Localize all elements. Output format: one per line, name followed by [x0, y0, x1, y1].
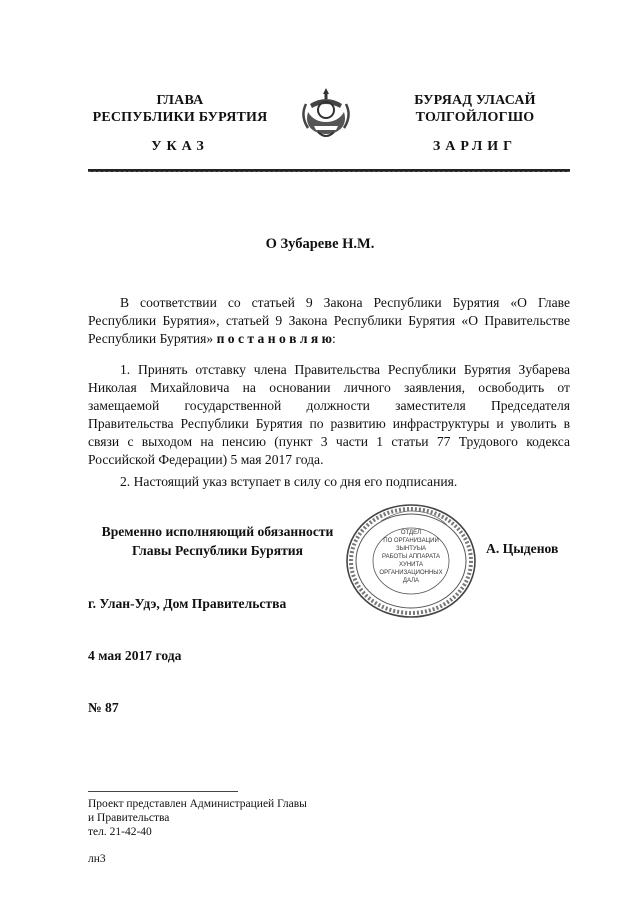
- decree-word: п о с т а н о в л я ю: [216, 331, 333, 346]
- header-divider: [88, 169, 570, 172]
- document-number: № 87: [88, 700, 119, 715]
- document-place: г. Улан-Удэ, Дом Правительства: [88, 596, 287, 611]
- signature-position-line1: Временно исполняющий обязанности: [101, 524, 334, 539]
- item-1-paragraph: 1. Принять отставку члена Правительства Республики Бурятия Зубарева Николая Михайловича на основании личного заявления, освободить от замещаемой государственной должности заместителя Председателя Правительства Республики Бурятия по развитию инфраструктуры и уволить в связи с выходом на пенсию (пункт 3 части 1 статьи 77 Трудового кодекса Российской Федерации) 5 мая 2017 года.: [88, 362, 570, 467]
- seal-line6: ОРГАНИЗАЦИОННЫХ: [379, 570, 443, 576]
- document-date: 4 мая 2017 года: [88, 648, 182, 663]
- signatory-name: А. Цыденов: [486, 541, 559, 556]
- footer-divider: [88, 791, 238, 792]
- header-right: [375, 92, 575, 126]
- header-left: [80, 92, 280, 126]
- header-right-line1: БУРЯАД УЛАСАЙ: [414, 93, 536, 108]
- signature-position-line2: Главы Республики Бурятия: [132, 543, 303, 558]
- seal-line2: ПО ОРГАНИЗАЦИИ: [383, 538, 439, 544]
- preamble-paragraph: [88, 294, 570, 348]
- decree-colon: :: [332, 331, 336, 346]
- header-right-line2: ТОЛГОЙЛОГШО: [415, 110, 535, 125]
- doc-type-right: ЗАРЛИГ: [432, 139, 518, 154]
- footer-line3: тел. 21-42-40: [88, 826, 152, 838]
- seal-line1: ОТДЕЛ: [400, 530, 422, 536]
- footer-line1: Проект представлен Администрацией Главы: [88, 798, 307, 810]
- seal-line3: ЗЫНТУЫА: [395, 546, 427, 552]
- seal-line4: РАБОТЫ АППАРАТА: [382, 554, 440, 560]
- document-title: О Зубареве Н.М.: [265, 236, 375, 252]
- footer-line2: и Правительства: [88, 812, 170, 824]
- item-2-paragraph: 2. Настоящий указ вступает в силу со дня его подписания.: [120, 474, 458, 489]
- seal-line5: ХУНИТА: [399, 562, 423, 568]
- preamble-text: В соответствии со статьей 9 Закона Республики Бурятия «О Главе Республики Бурятия», статьей 9 Закона Республики Бурятия «О Правительстве Республики Бурятия»: [88, 295, 570, 346]
- header-left-line2: РЕСПУБЛИКИ БУРЯТИЯ: [92, 110, 268, 125]
- footer-initials: лн3: [88, 853, 106, 865]
- official-seal-stamp: [343, 501, 479, 621]
- footer-note: [88, 797, 307, 839]
- header-left-line1: ГЛАВА: [156, 93, 204, 108]
- seal-line7: ДАЛА: [402, 578, 420, 584]
- coat-of-arms-icon: [294, 82, 358, 144]
- doc-type-left: УКАЗ: [151, 139, 209, 154]
- signature-position: [80, 522, 355, 560]
